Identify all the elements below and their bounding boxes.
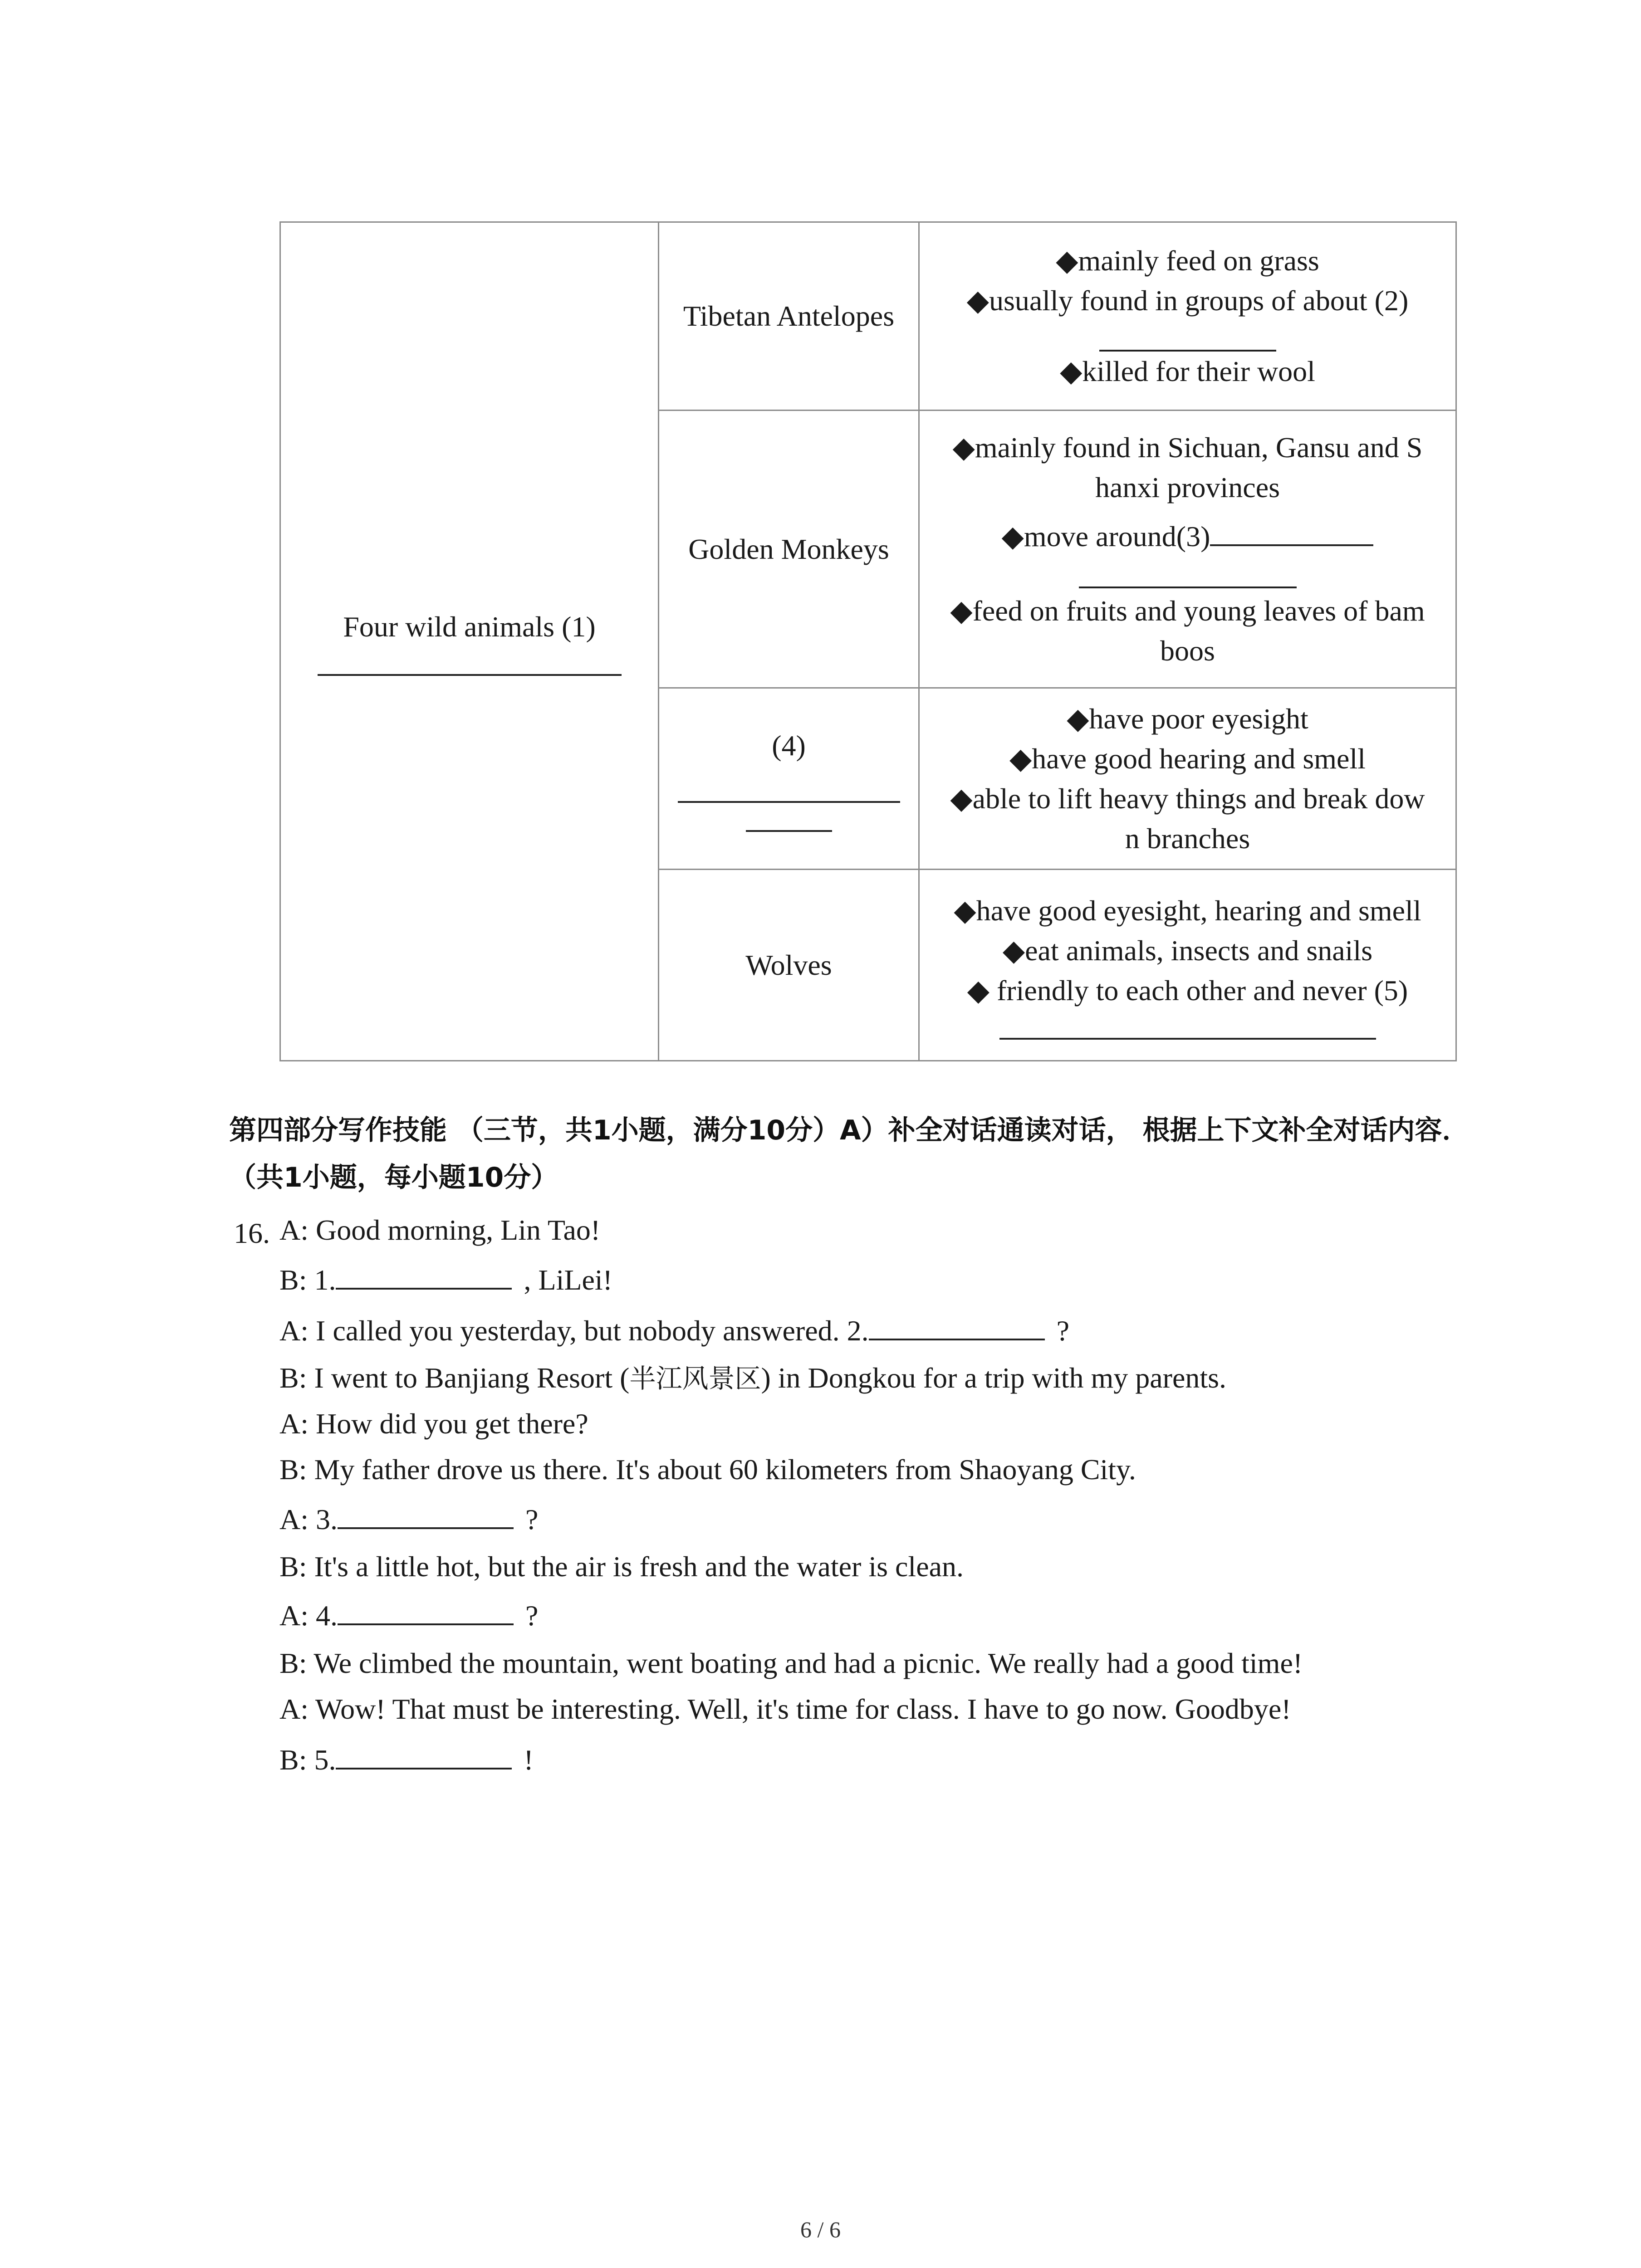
line-text: ? xyxy=(518,1599,539,1632)
answer-field-2[interactable] xyxy=(869,1310,1045,1340)
fact-item: ◆mainly found in Sichuan, Gansu and S xyxy=(952,431,1423,464)
fact-item: ◆usually found in groups of about (2) xyxy=(966,284,1409,317)
line-text: A: 3. xyxy=(279,1503,338,1535)
fact-item: ◆able to lift heavy things and break dow xyxy=(950,782,1425,815)
fact-text: ◆move around(3) xyxy=(1001,520,1210,552)
line-text: B: 1. xyxy=(279,1264,336,1296)
fact-item: ◆feed on fruits and young leaves of bam xyxy=(950,594,1425,627)
fact-item xyxy=(928,517,1447,557)
row-label-cell xyxy=(280,222,659,1061)
dialogue-line xyxy=(279,1686,1291,1732)
fact-item: ◆have good hearing and smell xyxy=(1009,742,1366,775)
line-text: A: 4. xyxy=(279,1599,338,1632)
dialogue-line xyxy=(279,1308,1069,1354)
answer-field-3[interactable] xyxy=(338,1498,514,1529)
fact-item: hanxi provinces xyxy=(1095,471,1280,503)
dialogue-line xyxy=(279,1737,534,1783)
animal-facts-cell xyxy=(919,411,1456,688)
dialogue-line xyxy=(279,1497,538,1542)
dialogue-line xyxy=(279,1641,1303,1686)
answer-blank-4-continued xyxy=(746,803,832,832)
line-text: A: I called you yesterday, but nobody answered. 2. xyxy=(279,1315,869,1347)
table-row xyxy=(280,222,1456,411)
animal-name-cell xyxy=(659,688,919,870)
answer-blank-3 xyxy=(1210,544,1373,546)
answer-field-4[interactable] xyxy=(338,1594,514,1625)
line-text: , LiLei! xyxy=(516,1264,612,1296)
fact-item: ◆killed for their wool xyxy=(1060,355,1315,387)
fact-item: ◆have good eyesight, hearing and smell xyxy=(954,894,1421,927)
line-text: B: My father drove us there. It's about 60 kilometers from Shaoyang City. xyxy=(279,1453,1136,1486)
dialogue-line xyxy=(279,1544,964,1589)
dialogue-line xyxy=(279,1401,588,1447)
page-number: 6 / 6 xyxy=(800,2217,841,2242)
dialogue-line xyxy=(279,1207,600,1253)
answer-blank-2 xyxy=(1099,332,1276,352)
line-text: B: 5. xyxy=(279,1744,336,1776)
fact-item: ◆have poor eyesight xyxy=(1067,702,1308,735)
question-number: 16. xyxy=(234,1217,270,1249)
line-text: ! xyxy=(516,1744,534,1776)
fact-item: n branches xyxy=(1125,822,1250,855)
animal-name-cell xyxy=(659,222,919,411)
answer-field-1[interactable] xyxy=(336,1259,512,1290)
section-heading: 第四部分写作技能 （三节，共1小题，满分10分）A）补全对话通读对话， 根据上下文补全对话内容．（共1小题，每小题10分） xyxy=(229,1114,1470,1193)
answer-blank-5 xyxy=(999,1015,1376,1040)
animal-name-cell xyxy=(659,870,919,1061)
answer-blank-4 xyxy=(678,783,900,803)
dialogue-line xyxy=(279,1257,612,1303)
animal-facts-cell xyxy=(919,870,1456,1061)
line-text: B: It's a little hot, but the air is fresh and the water is clean. xyxy=(279,1550,964,1583)
animal-name-cell xyxy=(659,411,919,688)
row-label: Four wild animals (1) xyxy=(343,611,596,643)
dialogue-line xyxy=(279,1447,1136,1492)
line-text: ) in Dongkou for a trip with my parents. xyxy=(761,1362,1227,1394)
line-text: A: How did you get there? xyxy=(279,1408,588,1440)
animal-name: Wolves xyxy=(745,948,832,981)
line-text-cjk: 半江风景区 xyxy=(629,1363,761,1394)
fact-item: boos xyxy=(1160,634,1215,667)
line-text: B: We climbed the mountain, went boating and had a picnic. We really had a good time! xyxy=(279,1647,1303,1679)
line-text: B: I went to Banjiang Resort ( xyxy=(279,1362,630,1394)
wild-animals-table xyxy=(279,221,1457,1061)
animal-name: (4) xyxy=(772,729,806,762)
dialogue-line xyxy=(279,1355,1226,1401)
dialogue-line xyxy=(279,1593,538,1638)
line-text: ? xyxy=(1049,1315,1069,1347)
line-text: ? xyxy=(518,1503,539,1535)
line-text: A: Good morning, Lin Tao! xyxy=(279,1214,601,1246)
animal-facts-cell xyxy=(919,222,1456,411)
fact-item: ◆ friendly to each other and never (5) xyxy=(967,974,1408,1007)
animal-name: Golden Monkeys xyxy=(688,533,889,565)
answer-field-5[interactable] xyxy=(336,1739,512,1769)
animal-name: Tibetan Antelopes xyxy=(683,300,895,332)
fact-item: ◆eat animals, insects and snails xyxy=(1002,934,1373,967)
answer-blank-1 xyxy=(318,647,622,676)
animal-facts-cell xyxy=(919,688,1456,870)
fact-item: ◆mainly feed on grass xyxy=(1056,244,1319,277)
answer-blank-3-continued xyxy=(1079,566,1297,588)
line-text: A: Wow! That must be interesting. Well, it's time for class. I have to go now. Goodbye! xyxy=(279,1693,1291,1725)
